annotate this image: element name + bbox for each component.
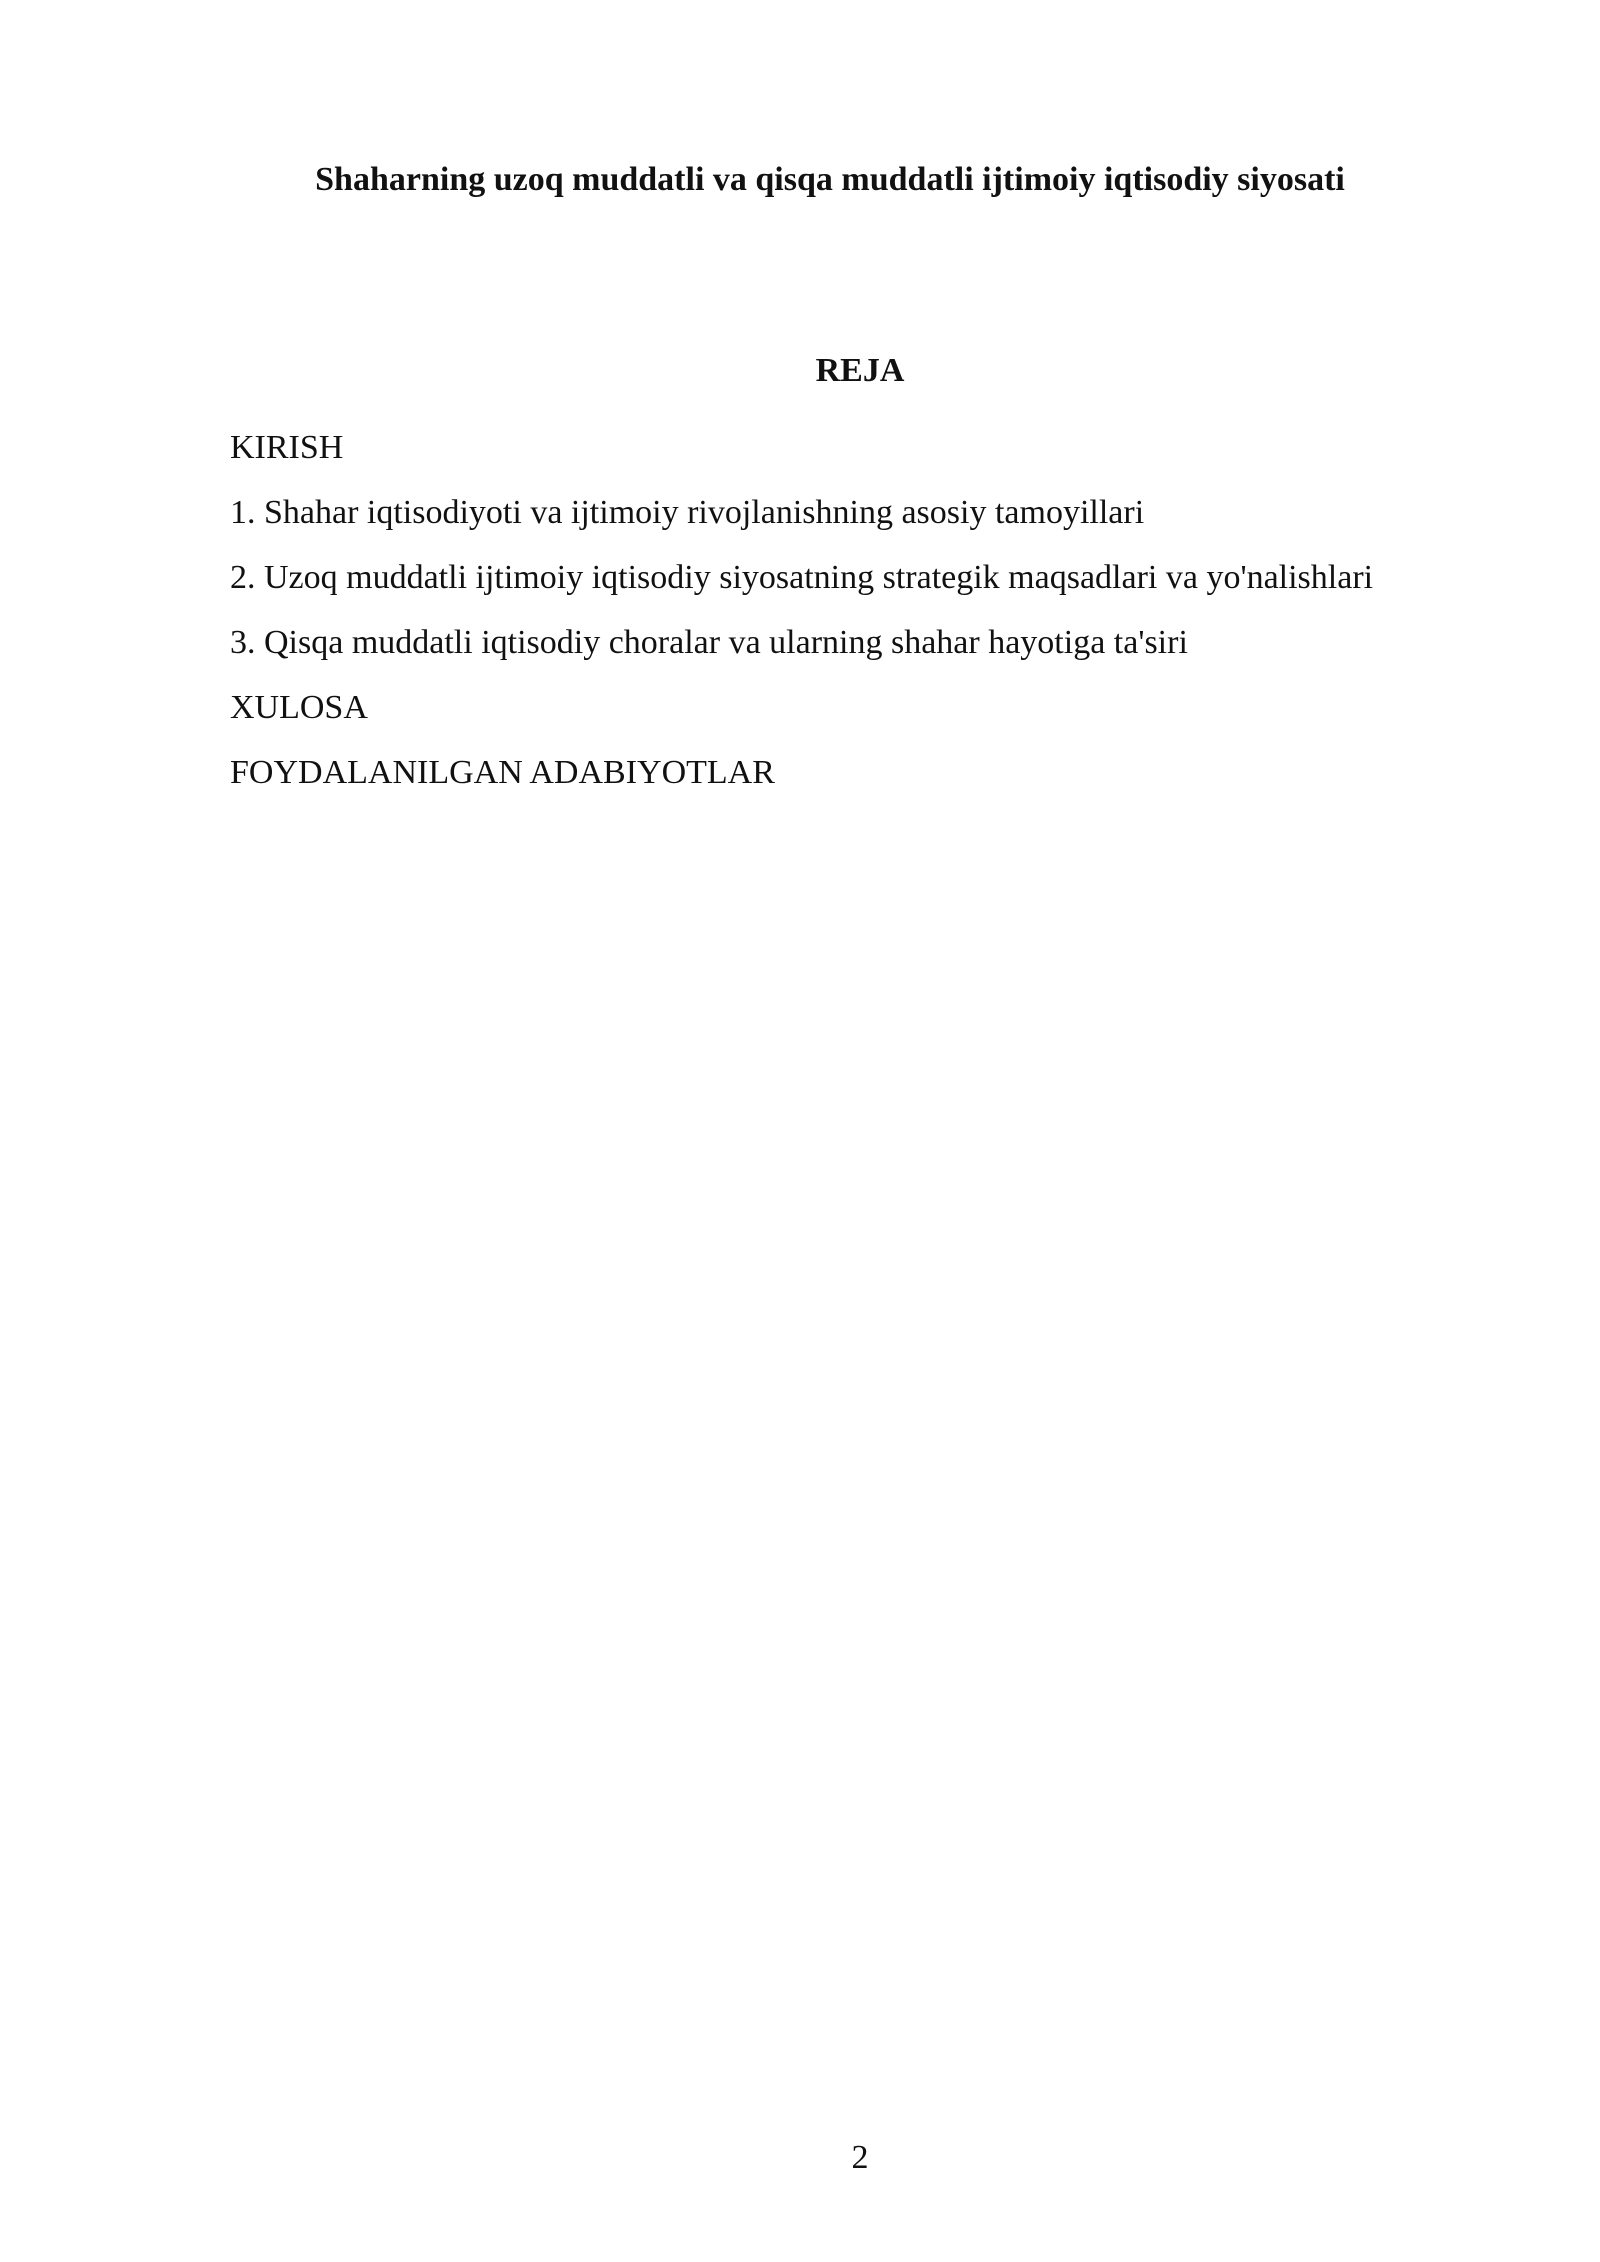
plan-item-2: 2. Uzoq muddatli ijtimoiy iqtisodiy siyosatning strategik maqsadlari va yo'nalishlari xyxy=(230,559,1374,596)
plan-heading: REJA xyxy=(815,352,905,389)
plan-item-conclusion: XULOSA xyxy=(230,689,368,726)
plan-item-references: FOYDALANILGAN ADABIYOTLAR xyxy=(230,754,775,791)
page-number: 2 xyxy=(851,2139,869,2176)
plan-item-intro: KIRISH xyxy=(230,429,344,466)
plan-item-3: 3. Qisqa muddatli iqtisodiy choralar va ularning shahar hayotiga ta'siri xyxy=(230,624,1188,661)
plan-item-1: 1. Shahar iqtisodiyoti va ijtimoiy rivojlanishning asosiy tamoyillari xyxy=(230,494,1145,531)
plan-list xyxy=(230,420,1410,810)
document-title: Shaharning uzoq muddatli va qisqa muddatli ijtimoiy iqtisodiy siyosati xyxy=(315,161,1345,198)
